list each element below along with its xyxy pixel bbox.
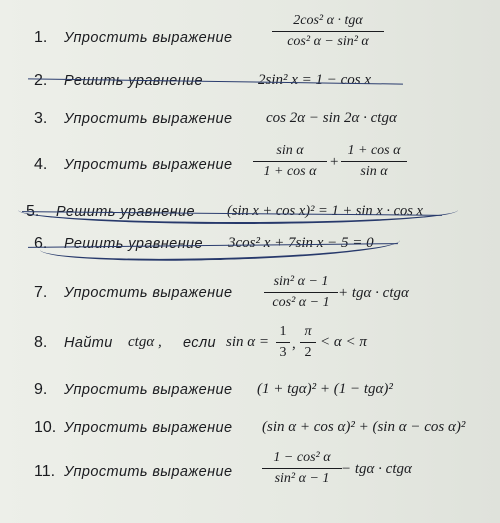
- task-number: 3.: [34, 110, 48, 127]
- fraction-denominator: 3: [279, 345, 287, 360]
- task-number: 11.: [34, 463, 56, 480]
- task-instruction: Упростить выражение: [64, 420, 233, 436]
- fraction-bar: [262, 468, 342, 469]
- fraction-denominator: 1 + cos α: [263, 164, 317, 179]
- fraction-denominator: cos² α − 1: [272, 295, 330, 310]
- task-instruction: Упростить выражение: [64, 111, 233, 127]
- task-6-equation: 3cos² x + 7sin x − 5 = 0: [228, 235, 374, 251]
- task-number: 7.: [34, 284, 48, 301]
- fraction-denominator: sin² α − 1: [274, 471, 330, 486]
- fraction-bar: [300, 342, 316, 343]
- task-9-expression: (1 + tgα)² + (1 − tgα)²: [257, 381, 393, 397]
- task-number: 1.: [34, 29, 48, 46]
- task-4-fraction-2: [341, 142, 407, 181]
- fraction-bar: [272, 31, 384, 32]
- task-instruction: Упростить выражение: [64, 382, 233, 398]
- task-8-inequality: < α < π: [320, 334, 367, 350]
- task-instruction: Упростить выражение: [64, 30, 233, 46]
- task-7: [34, 283, 232, 303]
- plus-operator: +: [330, 154, 339, 170]
- strikethrough-scribble: [18, 196, 458, 224]
- strikethrough-scribble: [40, 225, 401, 264]
- task-11-fraction: [262, 449, 342, 488]
- task-11-tail: − tgα · ctgα: [341, 461, 412, 477]
- fraction-denominator: 2: [304, 345, 312, 360]
- task-8: [34, 333, 113, 353]
- task-2-equation: 2sin² x = 1 − cos x: [258, 72, 372, 88]
- fraction-numerator: 2cos² α · tgα: [293, 13, 363, 28]
- fraction-denominator: sin α: [360, 164, 388, 179]
- task-number: 5.: [26, 203, 40, 220]
- fraction-numerator: sin² α − 1: [273, 274, 329, 289]
- task-8-target: ctgα ,: [128, 334, 162, 350]
- task-8-condition-word: если: [183, 335, 216, 351]
- fraction-numerator: 1: [279, 324, 287, 339]
- task-8-comma: ,: [292, 336, 296, 352]
- task-7-tail: + tgα · ctgα: [338, 285, 409, 301]
- fraction-bar: [264, 292, 338, 293]
- task-5-equation: (sin x + cos x)² = 1 + sin x · cos x: [227, 203, 423, 219]
- task-instruction: Решить уравнение: [56, 204, 195, 220]
- task-instruction: Решить уравнение: [64, 236, 203, 252]
- fraction-numerator: 1 − cos² α: [273, 450, 331, 465]
- task-7-fraction: [264, 273, 338, 312]
- task-3: [34, 109, 232, 129]
- task-instruction: Упростить выражение: [64, 157, 233, 173]
- fraction-numerator: 1 + cos α: [347, 143, 401, 158]
- task-8-sin-expression: sin α =: [226, 334, 270, 350]
- task-number: 2.: [34, 72, 48, 89]
- fraction-numerator: π: [304, 324, 312, 339]
- task-4-fraction-1: [253, 142, 327, 181]
- task-10: [34, 418, 232, 438]
- task-8-fraction-one-third: [276, 323, 290, 362]
- task-10-expression: (sin α + cos α)² + (sin α − cos α)²: [262, 419, 466, 435]
- task-3-expression: cos 2α − sin 2α · ctgα: [266, 110, 397, 126]
- task-number: 10.: [34, 419, 57, 436]
- fraction-bar: [253, 161, 327, 162]
- fraction-bar: [341, 161, 407, 162]
- fraction-denominator: cos² α − sin² α: [287, 34, 369, 49]
- fraction-numerator: sin α: [276, 143, 304, 158]
- task-1: [34, 28, 232, 48]
- fraction-bar: [276, 342, 290, 343]
- task-instruction: Решить уравнение: [64, 73, 203, 89]
- task-number: 9.: [34, 381, 48, 398]
- task-number: 6.: [34, 235, 48, 252]
- task-instruction: Найти: [64, 335, 113, 351]
- task-instruction: Упростить выражение: [64, 464, 233, 480]
- task-4: [34, 155, 232, 175]
- task-8-fraction-pi-half: [300, 323, 316, 362]
- task-9: [34, 380, 232, 400]
- task-number: 4.: [34, 156, 48, 173]
- task-11: [34, 462, 232, 482]
- task-number: 8.: [34, 334, 48, 351]
- task-1-fraction: [272, 12, 384, 51]
- task-instruction: Упростить выражение: [64, 285, 233, 301]
